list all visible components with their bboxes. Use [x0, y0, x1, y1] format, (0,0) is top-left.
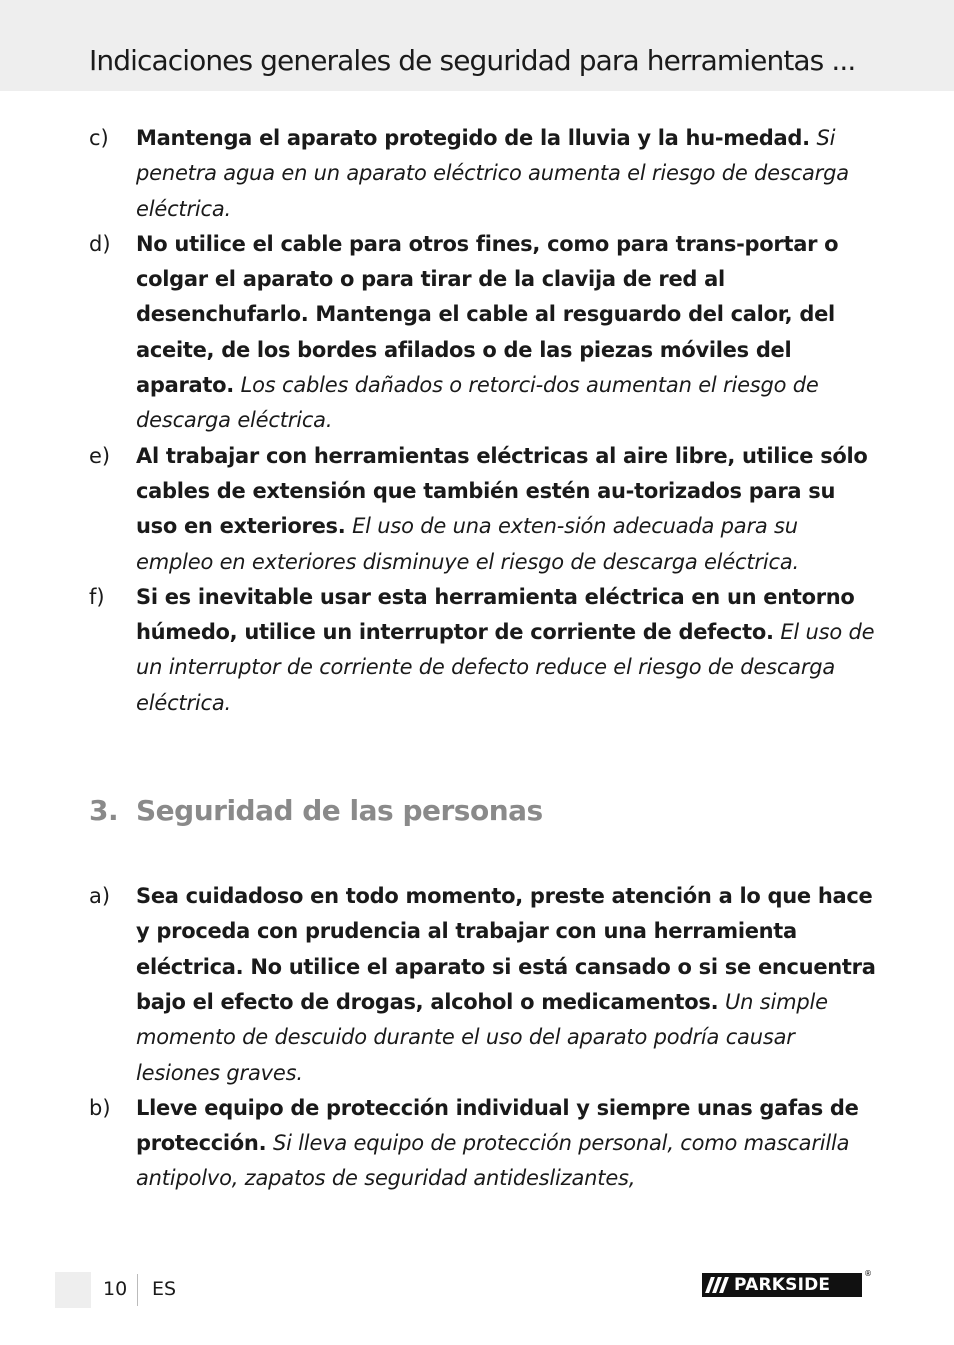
item-letter: c) [89, 126, 109, 150]
item-text [136, 1091, 879, 1197]
item-bold-text: Mantenga el aparato protegido de la lluvia y la hu-medad. [136, 126, 810, 150]
logo-stripes-icon [702, 1273, 734, 1297]
item-text [136, 580, 879, 721]
item-text [136, 121, 879, 227]
page-header-title: Indicaciones generales de seguridad para herramientas ... [89, 44, 856, 77]
item-italic-text: El uso de un interruptor de corriente de defecto reduce el riesgo de descarga eléctrica. [136, 620, 875, 715]
section-number: 3. [89, 794, 119, 828]
item-italic-text: Si lleva equipo de protección personal, como mascarilla antipolvo, zapatos de seguridad antideslizantes, [136, 1131, 850, 1191]
item-bold-text: No utilice el cable para otros fines, como para trans-portar o colgar el aparato o para tirar de la clavija de red al desenchufarlo. Mantenga el cable al resguardo del calor, del aceite, de los bordes afilados o de las piezas móviles del aparato. [136, 231, 839, 398]
language-code: ES [152, 1278, 177, 1300]
list-item [89, 580, 879, 721]
item-text [136, 439, 879, 580]
footer-divider [137, 1274, 138, 1306]
item-text [136, 227, 879, 439]
item-letter: a) [89, 884, 111, 909]
page-number: 10 [103, 1278, 128, 1300]
item-italic-text: Si penetra agua en un aparato eléctrico aumenta el riesgo de descarga eléctrica. [136, 126, 849, 221]
list-item [89, 121, 879, 227]
list-item [89, 879, 879, 1091]
item-italic-text: Un simple momento de descuido durante el uso del aparato podría causar lesiones graves. [136, 989, 828, 1085]
item-letter: d) [89, 231, 111, 256]
page-content [89, 121, 879, 1197]
item-bold-text: Sea cuidadoso en todo momento, preste atención a lo que hace y proceda con prudencia al trabajar con una herramienta eléctrica. No utilice el aparato si está cansado o si se encuentra bajo el efecto de drogas, alcohol o medicamentos. [136, 884, 876, 1014]
item-letter: f) [89, 584, 105, 609]
item-bold-text: Si es inevitable usar esta herramienta eléctrica en un entorno húmedo, utilice un interruptor de corriente de defecto. [136, 584, 855, 645]
list-item [89, 227, 879, 439]
item-italic-text: El uso de una exten-sión adecuada para su empleo en exteriores disminuye el riesgo de descarga eléctrica. [136, 514, 799, 574]
section-heading [89, 791, 879, 831]
item-text [136, 879, 879, 1091]
parkside-logo [702, 1269, 872, 1297]
logo-text: PARKSIDE [734, 1275, 831, 1295]
list-item [89, 1091, 879, 1197]
item-letter: b) [89, 1095, 111, 1120]
footer-marker-box [55, 1272, 91, 1308]
registered-mark: ® [864, 1269, 872, 1278]
item-italic-text: Los cables dañados o retorci-dos aumentan el riesgo de descarga eléctrica. [136, 373, 819, 433]
item-letter: e) [89, 443, 111, 468]
list-item [89, 439, 879, 580]
item-bold-text: Lleve equipo de protección individual y siempre unas gafas de protección. [136, 1095, 859, 1156]
section-title: Seguridad de las personas [136, 794, 543, 828]
item-bold-text: Al trabajar con herramientas eléctricas al aire libre, utilice sólo cables de extensión que también estén au-torizados para su uso en exteriores. [136, 443, 868, 539]
